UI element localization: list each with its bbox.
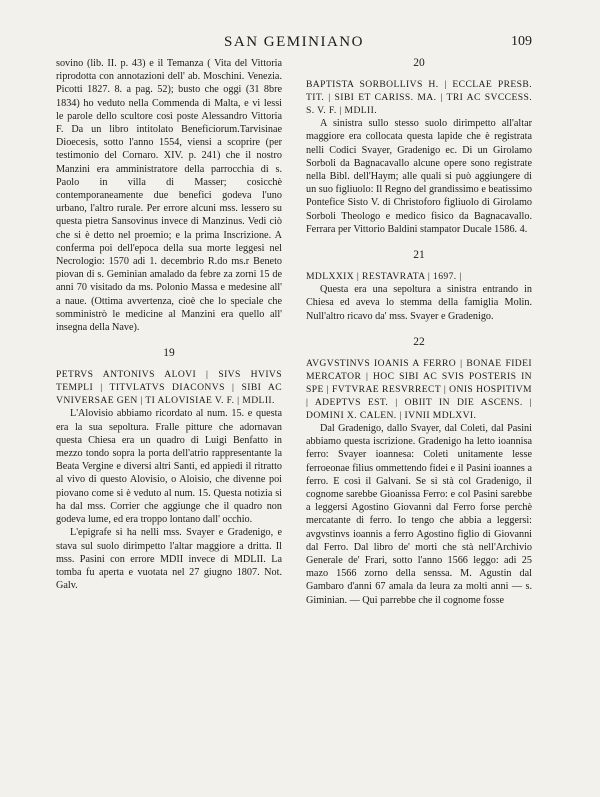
right-column xyxy=(306,57,532,607)
commentary-22: Dal Gradenigo, dallo Svayer, dal Coleti, dal Pasini abbiamo questa iscrizione. Gradenigo ha letto ioannisa ferro: Svayer ioannesa: Coleti unitamente lesse ferroeonae filius ommettendo fidei e il Pasini ioannes a ferro. E così il Galvani. Se si stà col Gradenigo, il cognome sarebbe Gioanissa Ferro: e col Pasini sarebbe a leggersi Agostino Giovanni dal Ferro forse perchè mercatante di ferro. Io tengo che abbia a leggersi: avgvstinvs ioannis a ferro Agostino figlio di Giovanni dal Ferro. Dal libro de' morti che stà nell'Archivio Generale de' Frari, sotto l'anno 1566 leggo: adi 25 mazo 1566 zorno della senssa. M. Agustin dal Gambaro d'anni 67 amala da leura za molti anni — s. Giminian. — Qui parrebbe che il cognome fosse xyxy=(306,423,532,606)
entry-number-20: 20 xyxy=(413,57,425,69)
page-title: SAN GEMINIANO xyxy=(224,34,364,50)
running-header xyxy=(56,34,532,52)
page-number: 109 xyxy=(511,34,532,49)
commentary-21: Questa era una sepoltura a sinistra entrando in Chiesa ed aveva lo stemma della famiglia Molin. Null'altro ricavo da' mss. Svayer e Gradenigo. xyxy=(306,284,532,322)
inscription-19: PETRVS ANTONIVS ALOVI | SIVS HVIVS TEMPLI | TITVLATVS DIACONVS | SIBI AC VNIVERSAE GEN | TI ALOVISIAE V. F. | MDLII. xyxy=(56,369,282,407)
commentary-19b: L'epigrafe si ha nelli mss. Svayer e Gradenigo, e stava sul suolo dirimpetto l'altar maggiore a dritta. Il mss. Pasini con errore MDII invece di MDLII. La tomba fu aperta e vuotata nel 27 giugno 1807. Not. Galv. xyxy=(56,527,282,592)
inscription-22: AVGVSTINVS IOANIS A FERRO | BONAE FIDEI MERCATOR | HOC SIBI AC SVIS POSTERIS IN SPE | FVTVRAE RESVRRECT | ONIS HOSPITIVM | ADEPTVS EST. | OBIIT IN DIE ASCENS. | DOMINI X. CALEN. | IVNII MDLXVI. xyxy=(306,358,532,422)
entry-number-21: 21 xyxy=(413,249,425,262)
inscription-20: BAPTISTA SORBOLLIVS H. | ECCLAE PRESB. TIT. | SIBI ET CARISS. MA. | TRI AC SVCCESS. S. V. F. | MDLII. xyxy=(306,79,532,117)
commentary-20: A sinistra sullo stesso suolo dirimpetto all'altar maggiore era collocata questa lapide che è registrata nelli Codici Svayer, Gradenigo ec. Di un Girolamo Sorboli da Bagnacavallo alcune opere sono registrate nella Bibl. dell'Haym; alle quali si può aggiungere di un suo figliuolo: Il Regno del grandissimo e beatissimo Pontefice Sisto V. di Christoforo figliuolo di Girolamo Sorboli Theologo e medico fisico da Bagnacavallo. Ferrara per Vittorio Baldini stampator Ducale 1586. 4. xyxy=(306,118,532,235)
intro-paragraph: sovino (lib. II. p. 43) e il Temanza ( Vita del Vittoria riprodotta con annotazioni dell' ab. Moschini. Venezia. Picotti 1827. 8. a pag. 52); busto che oggi (31 8bre 1834) ho veduto nella Commenda di Malta, e vi lessi le parole dello scultore così poste Alessandro Vittoria F. Da un libro intitolato Beneficiorum.Tarvisinae Dioecesis, sotto l'anno 1554, viensi a scoprire (per testimonio del Cornaro. XIV. p. 241) che il nostro Manzini era amministratore della parrocchia di s. Paolo in villa di Masser; cosicchè contemporaneamente due benefici godeva l'uno urbano, l'altro rurale. Per errore alcuni mss. lessero su questa pietra Sansovinus invece di Manzinus. Vedi ciò che si è detto nel proemio; e la prima Inscrizione. A conferma poi dell'epoca della sua morte leggesi nel Necrologio: 1570 adi 1. decembrio R.do ms.r Beneto piovan di s. Geminian amalado da febre za zorni 15 de anni 70 visitado da ms. Polonio Massa e medesine all' a naue. (Ottima avvertenza, cioè che lo speciale che somministrò le medicine al Manzini era quello all' insegna della Nave). xyxy=(56,58,282,334)
inscription-21: MDLXXIX | RESTAVRATA | 1697. | xyxy=(306,271,462,283)
entry-number-22: 22 xyxy=(413,335,425,348)
commentary-19a: L'Alovisio abbiamo ricordato al num. 15. e questa era la sua sepoltura. Fralle pitture che adornavan questa Chiesa era un quadro di Luigi Benfatto in mezzo tondo sopra la porta dell'atrio rappresentante la Beata Vergine e diversi altri Santi, ed appiedi il ritratto al vivo di questo Alovisio, o Aloisio, che divenne poi piovano come si è veduto al num. 15. Questa notizia si ha dal mss. Corrier che aggiunge che il quadro non godeva lume, ed era troppo lontano dall' occhio. xyxy=(56,408,282,526)
entry-number-19: 19 xyxy=(163,347,175,360)
left-column xyxy=(56,57,282,592)
